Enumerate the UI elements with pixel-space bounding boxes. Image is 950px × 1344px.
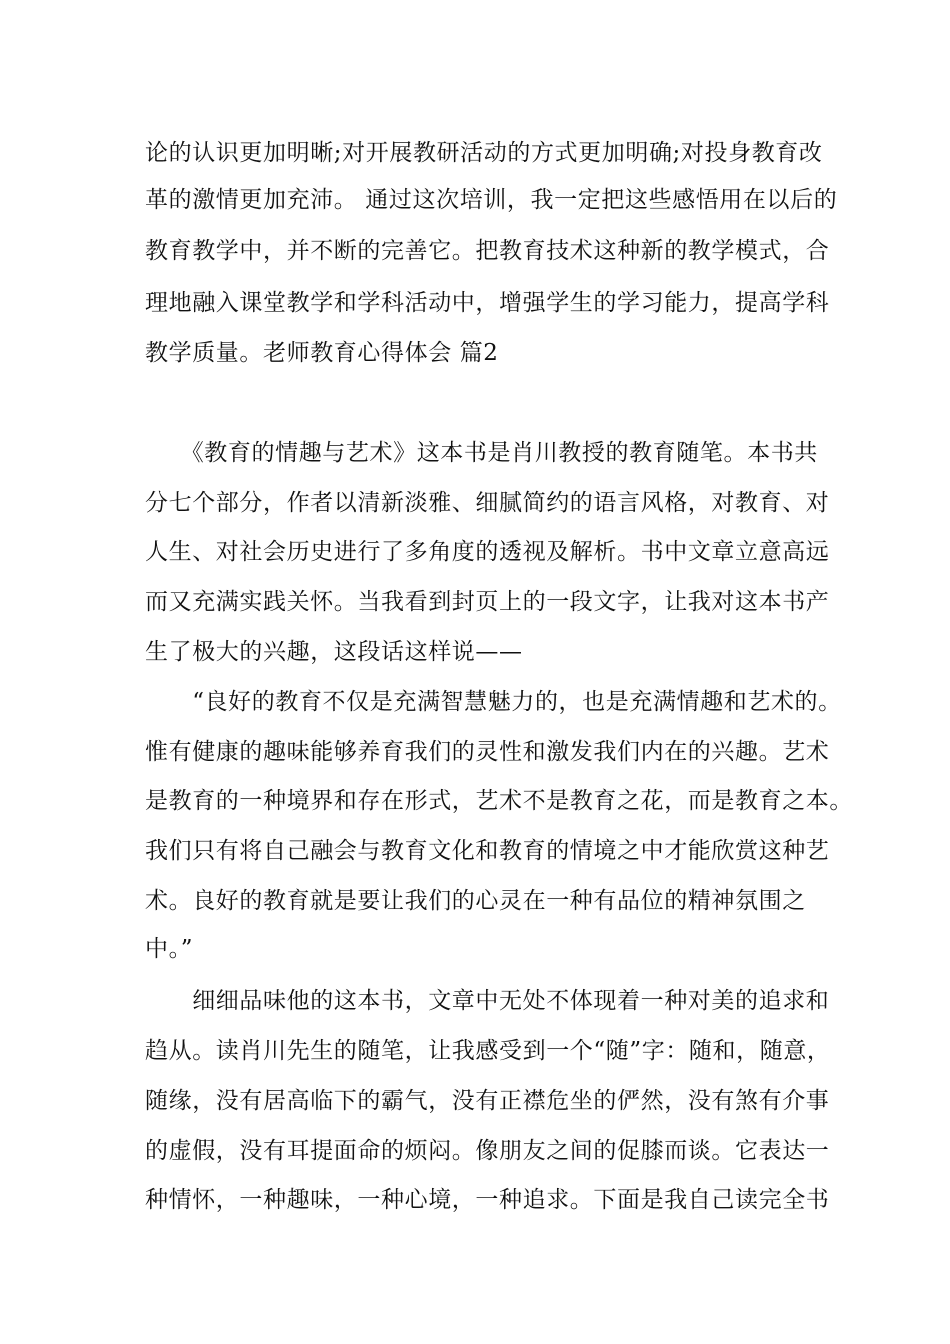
text-line: 革的激情更加充沛。 通过这次培训，我一定把这些感悟用在以后的 [145, 187, 838, 213]
text-line: 我们只有将自己融会与教育文化和教育的情境之中才能欣赏这种艺 [145, 838, 830, 864]
text-line: 是教育的一种境界和存在形式，艺术不是教育之花，而是教育之本。 [145, 788, 853, 814]
text-line: 论的认识更加明晰;对开展教研活动的方式更加明确;对投身教育改 [145, 140, 823, 166]
text-line: 细细品味他的这本书，文章中无处不体现着一种对美的追求和 [145, 988, 830, 1014]
text-line: 中。” [145, 936, 194, 962]
text-line: 《教育的情趣与艺术》这本书是肖川教授的教育随笔。本书共 [145, 440, 818, 466]
text-line: 的虚假，没有耳提面命的烦闷。像朋友之间的促膝而谈。它表达一 [145, 1138, 830, 1164]
text-line: 种情怀，一种趣味，一种心境，一种追求。下面是我自己读完全书 [145, 1187, 830, 1213]
text-line: 随缘，没有居高临下的霸气，没有正襟危坐的俨然，没有煞有介事 [145, 1088, 830, 1114]
text-line: “良好的教育不仅是充满智慧魅力的，也是充满情趣和艺术的。 [145, 689, 842, 715]
text-line: 趋从。读肖川先生的随笔，让我感受到一个“随”字：随和，随意， [145, 1038, 831, 1064]
text-line: 惟有健康的趣味能够养育我们的灵性和激发我们内在的兴趣。艺术 [145, 739, 830, 765]
text-line: 生了极大的兴趣，这段话这样说—— [145, 639, 523, 665]
text-line: 分七个部分，作者以清新淡雅、细腻简约的语言风格，对教育、对 [145, 490, 830, 516]
text-line: 人生、对社会历史进行了多角度的透视及解析。书中文章立意高远 [145, 539, 830, 565]
text-line: 教育教学中，并不断的完善它。把教育技术这种新的教学模式，合 [145, 238, 830, 264]
text-line: 教学质量。老师教育心得体会 篇2 [145, 340, 499, 366]
text-line: 而又充满实践关怀。当我看到封页上的一段文字，让我对这本书产 [145, 589, 830, 615]
text-line: 理地融入课堂教学和学科活动中，增强学生的学习能力，提高学科 [145, 290, 830, 316]
text-line: 术。良好的教育就是要让我们的心灵在一种有品位的精神氛围之 [145, 888, 806, 914]
